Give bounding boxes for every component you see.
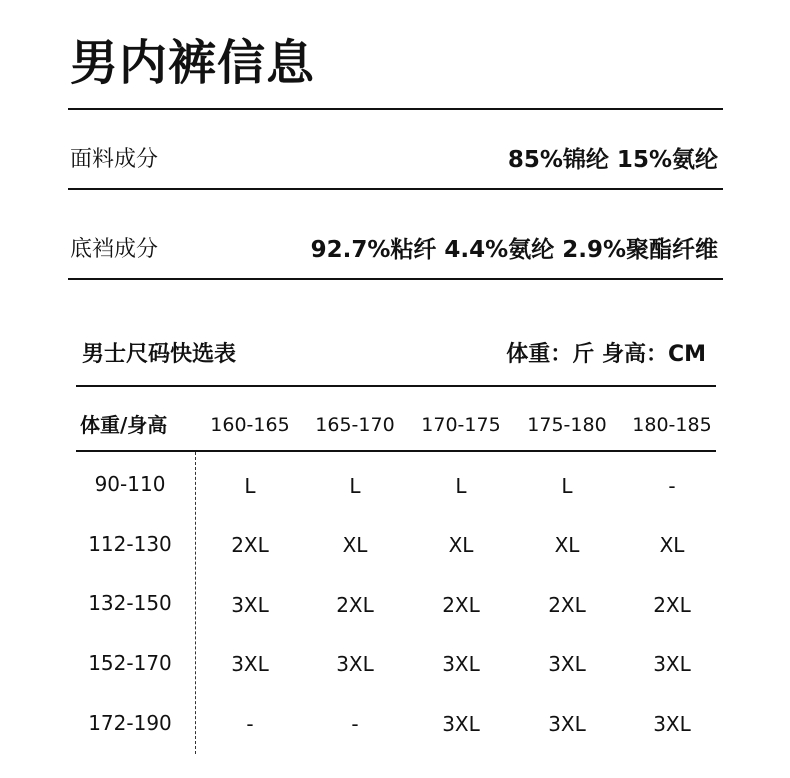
size-cell: 2XL	[653, 593, 691, 617]
height-range-header: 160-165	[210, 414, 290, 436]
weight-range-label: 112-130	[88, 532, 172, 556]
height-range-header: 170-175	[421, 414, 501, 436]
crotch-label: 底裆成分	[70, 237, 159, 262]
size-cell: L	[561, 474, 573, 498]
fabric-divider	[68, 188, 723, 190]
height-range-header: 175-180	[527, 414, 607, 436]
size-cell: XL	[342, 533, 368, 557]
size-chart-unit-note: 体重：斤 身高：CM	[506, 342, 706, 367]
size-cell: 3XL	[231, 652, 269, 676]
size-cell: L	[455, 474, 467, 498]
size-cell: 3XL	[336, 652, 374, 676]
size-cell: 3XL	[653, 652, 691, 676]
size-cell: 2XL	[231, 533, 269, 557]
size-chart-title: 男士尺码快选表	[82, 342, 237, 367]
fabric-label: 面料成分	[70, 147, 159, 172]
size-cell: -	[246, 712, 254, 736]
size-chart-header-rule	[76, 450, 716, 452]
size-cell: XL	[659, 533, 685, 557]
size-cell: 3XL	[653, 712, 691, 736]
size-cell: -	[668, 474, 676, 498]
corner-header: 体重/身高	[80, 413, 168, 437]
fabric-value: 85%锦纶 15%氨纶	[507, 147, 718, 173]
crotch-divider	[68, 278, 723, 280]
size-cell: 3XL	[548, 712, 586, 736]
size-cell: -	[351, 712, 359, 736]
weight-range-label: 172-190	[88, 711, 172, 735]
height-range-header: 165-170	[315, 414, 395, 436]
size-cell: 3XL	[442, 652, 480, 676]
weight-range-label: 152-170	[88, 651, 172, 675]
size-cell: L	[244, 474, 256, 498]
size-cell: 2XL	[336, 593, 374, 617]
size-cell: 2XL	[548, 593, 586, 617]
size-chart-top-rule	[76, 385, 716, 387]
height-range-header: 180-185	[632, 414, 712, 436]
size-cell: 3XL	[231, 593, 269, 617]
size-cell: XL	[554, 533, 580, 557]
size-cell: 3XL	[548, 652, 586, 676]
crotch-value: 92.7%粘纤 4.4%氨纶 2.9%聚酯纤维	[310, 237, 718, 263]
size-cell: 3XL	[442, 712, 480, 736]
size-cell: 2XL	[442, 593, 480, 617]
weight-range-label: 90-110	[94, 472, 166, 496]
weight-range-label: 132-150	[88, 591, 172, 615]
title-divider	[68, 108, 723, 110]
size-cell: XL	[448, 533, 474, 557]
size-cell: L	[349, 474, 361, 498]
row-header-separator	[195, 452, 196, 754]
page-title: 男内裤信息	[70, 35, 316, 91]
